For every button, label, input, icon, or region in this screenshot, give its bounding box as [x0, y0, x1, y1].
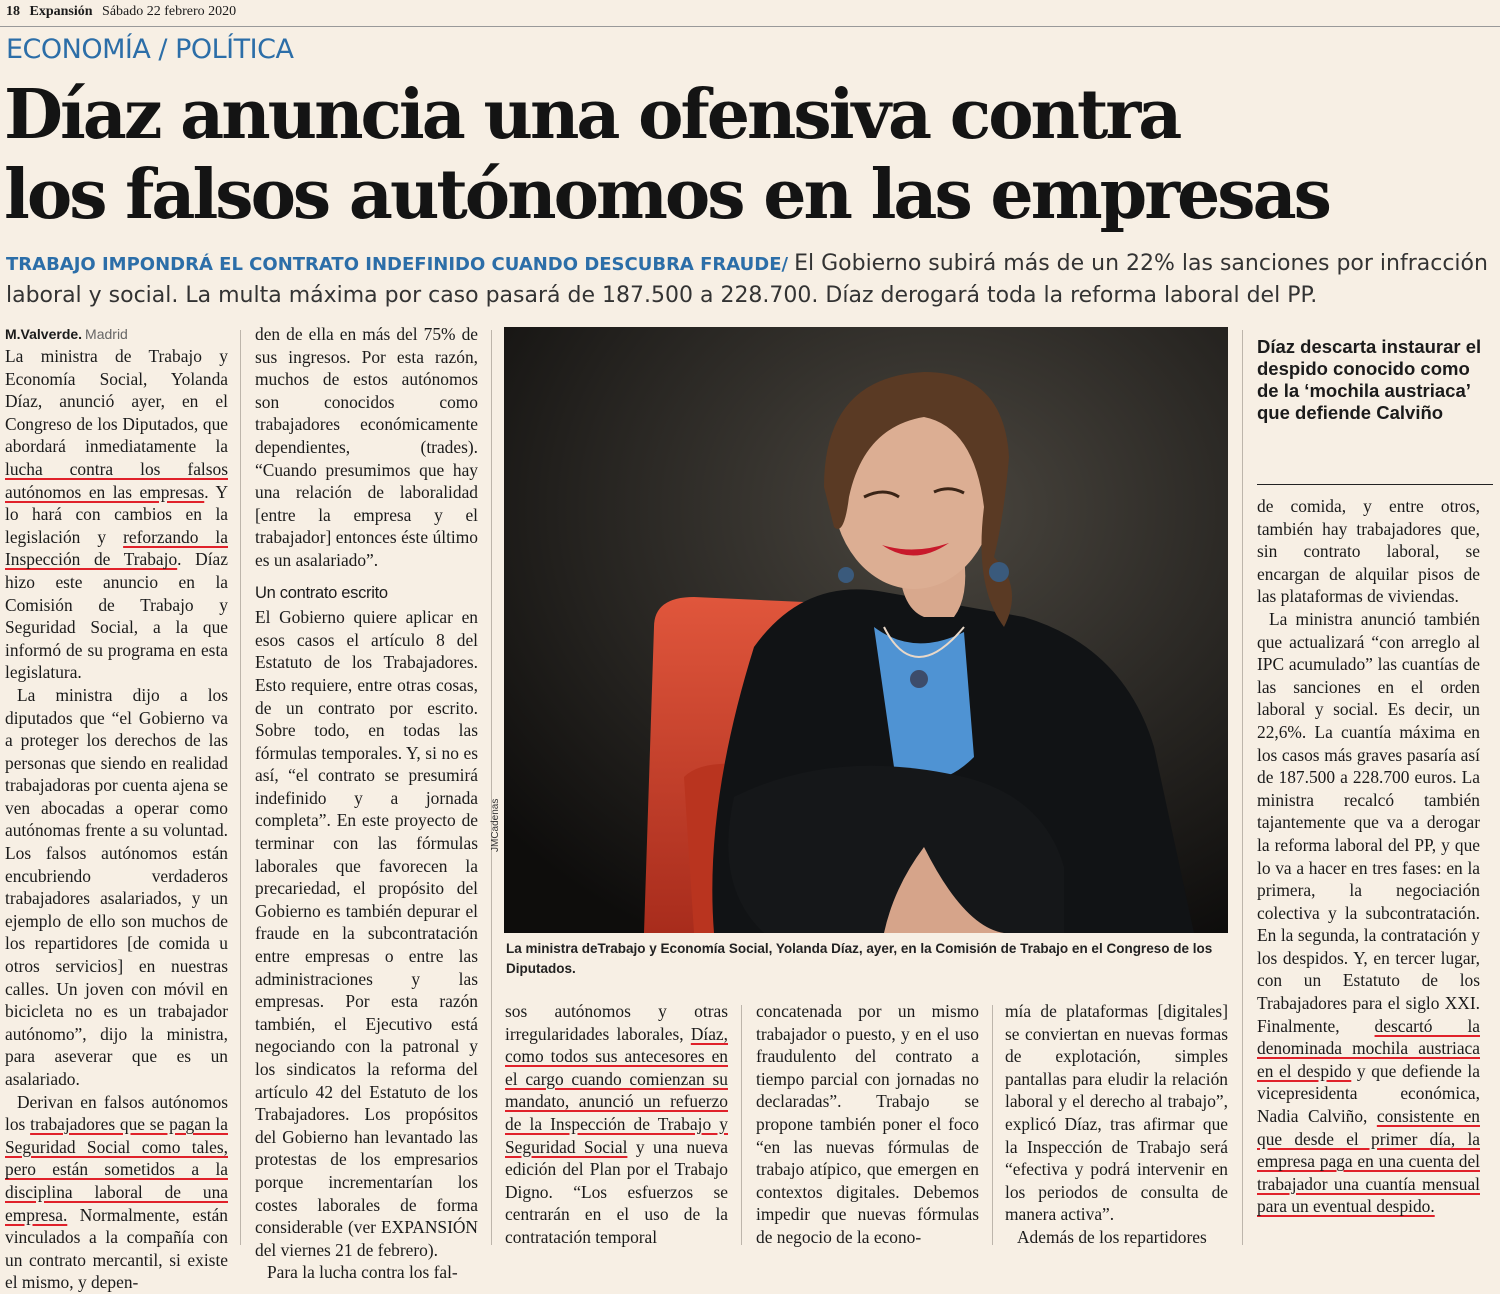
article-column-2 — [255, 323, 478, 1283]
column-divider — [1242, 330, 1243, 1245]
paragraph: La ministra anunció también que actualizará “con arreglo al IPC acumulado” las cuantías de las sanciones en el orden laboral y social. Es decir, un 22,6%. La cuantía máxima en los casos más graves pasaría así de 187.500 a 228.700 euros. La ministra recalcó también tajantemente que va a derogar la reforma laboral del PP, y que lo va a hacer en tres fases: en la primera, la negociación colectiva y la subcontratación. En la segunda, la contratación y los despidos. Y, en tercer lugar, con un Estatuto de los Trabajadores para el siglo XXI. Finalmente, descartó la denominada mochila austriaca en el despido y que defiende la vicepresidenta económica, Nadia Calviño, consistente en que desde el primer día, la empresa paga en una cuenta del trabajador una cuantía mensual para un eventual despido. — [1257, 608, 1480, 1217]
page-number: 18 — [6, 4, 20, 19]
paragraph: Derivan en falsos autónomos los trabajadores que se pagan la Seguridad Social como tales, pero están sometidos a la disciplina laboral de una empresa. Normalmente, están vinculados a la compañía con un contrato mercantil, si existe el mismo, y depen- — [5, 1091, 228, 1293]
section-label: ECONOMÍA / POLÍTICA — [6, 34, 294, 65]
paragraph: concatenada por un mismo trabajador o puesto, y en el uso fraudulento del contrato a tiempo parcial con jornadas no declaradas”. Trabajo se propone también poner el foco “en las nuevas fórmulas de trabajo atípico, que emergen en contextos digitales. Debemos impedir que nuevas fórmulas de negocio de la econo- — [756, 1001, 979, 1247]
headline-line-2: los falsos autónomos en las empresas — [4, 155, 1329, 235]
column-divider — [741, 1005, 742, 1245]
subheading: Un contrato escrito — [255, 583, 388, 602]
issue-date: Sábado 22 febrero 2020 — [102, 4, 237, 19]
portrait-illustration — [504, 327, 1228, 933]
article-column-3 — [505, 1000, 728, 1245]
sidebar-column — [1257, 495, 1480, 1245]
byline-place: Madrid — [85, 326, 128, 342]
paragraph: La ministra dijo a los diputados que “el Gobierno va a proteger los derechos de las personas que siendo en realidad trabajadoras por cuenta ajena se ven abocadas a operar como autónomas frente a su voluntad. Los falsos autónomos están encubriendo verdaderos trabajadores asalariados, y un ejemplo de ello son muchos de los repartidores [de comida u otros servicios] en nuestras calles. Un joven con móvil en bicicleta no es un trabajador autónomo”, dijo la ministra, para aseverar que es un asalariado. — [5, 684, 228, 1089]
sidebar-heading: Díaz descarta instaurar el despido conocido como de la ‘mochila austriaca’ que defiende Calviño — [1257, 336, 1482, 423]
paragraph: Para la lucha contra los fal- — [267, 1262, 458, 1283]
top-rule — [0, 26, 1500, 27]
paragraph: mía de plataformas [digitales] se conviertan en nuevas formas de explotación, simples pantallas para eludir la relación laboral y el derecho al trabajo”, explicó Díaz, tras afirmar que la Inspección de Trabajo será “efectiva y podrá intervenir en los periodos de consulta de manera activa”. — [1005, 1001, 1228, 1225]
subheadline-text: El Gobierno subirá más de un 22% las sanciones por infracción laboral y social. La multa máxima por caso pasará de 187.500 a 228.700. Díaz derogará toda la reforma laboral del PP. — [6, 251, 1488, 308]
paragraph: El Gobierno quiere aplicar en esos casos el artículo 8 del Estatuto de los Trabajadores. Esto requiere, entre otras cosas, de un contrato por escrito. Sobre todo, en todas las fórmulas temporales. Y, si no es así, “el contrato se presumirá indefinido y a jornada completa”. En este proyecto de terminar con las fórmulas laborales que favorecen la precariedad, el propósito del Gobierno es también depurar el fraude en la subcontratación entre empresas o entre las administraciones y las empresas. Por esta razón también, el Ejecutivo está negociando con la patronal y los sindicatos la reforma del artículo 42 del Estatuto de los Trabajadores. Los propósitos del Gobierno han levantado las protestas de los empresarios porque incrementarían los costes laborales de forma considerable (ver EXPANSIÓN del viernes 21 de febrero). — [255, 607, 478, 1260]
headline-line-1: Díaz anuncia una ofensiva contra — [4, 75, 1180, 155]
paragraph: den de ella en más del 75% de sus ingresos. Por esta razón, muchos de estos autónomos son conocidos como trabajadores económicamente dependientes, (trades). “Cuando presumimos que hay una relación de laboralidad [entre la empresa y el trabajador] entonces éste último es un asalariado”. — [255, 324, 478, 570]
byline — [5, 326, 128, 342]
highlight-underline: reforzando la Inspección de Trabajo — [5, 526, 228, 570]
photo-yolanda-diaz — [504, 327, 1228, 933]
highlight-underline: lucha contra los falsos autónomos en las empresas — [5, 458, 228, 502]
column-divider — [491, 330, 492, 1245]
subheadline — [6, 248, 1496, 311]
sidebar-rule — [1257, 484, 1493, 485]
author: M.Valverde. — [5, 326, 83, 342]
subheadline-lead: TRABAJO IMPONDRÁ EL CONTRATO INDEFINIDO CUANDO DESCUBRA FRAUDE/ — [6, 254, 789, 275]
photo-caption: La ministra deTrabajo y Economía Social, Yolanda Díaz, ayer, en la Comisión de Trabajo en el Congreso de los Diputados. — [506, 941, 1213, 976]
publication-name: Expansión — [29, 4, 93, 19]
article-column-5 — [1005, 1000, 1228, 1245]
column-divider — [240, 330, 241, 1245]
highlight-underline: descartó la denominada mochila austriaca en el despido — [1257, 1015, 1480, 1081]
column-divider — [992, 1005, 993, 1245]
paragraph: sos autónomos y otras irregularidades laborales, Díaz, como todos sus antecesores en el cargo cuando comienzan su mandato, anunció un refuerzo de la Inspección de Trabajo y Seguridad Social y una nueva edición del Plan por el Trabajo Digno. “Los esfuerzos se centrarán en el uso de la contratación temporal — [505, 1001, 728, 1247]
paragraph: La ministra de Trabajo y Economía Social, Yolanda Díaz, anunció ayer, en el Congreso de los Diputados, que abordará inmediatamente la lucha contra los falsos autónomos en las empresas. Y lo hará con cambios en la legislación y reforzando la Inspección de Trabajo. Díaz hizo este anuncio en la Comisión de Trabajo y Seguridad Social, a la que informó de su programa en esta legislatura. — [5, 346, 229, 683]
photo-credit: JMCadenas — [490, 798, 501, 852]
highlight-underline: trabajadores que se pagan la Seguridad Social como tales, pero están sometidos a la disciplina laboral de una empresa. — [5, 1114, 228, 1225]
highlight-underline: consistente en que desde el primer día, la empresa paga en una cuenta del trabajador una cuantía mensual para un eventual despido. — [1257, 1106, 1480, 1217]
paragraph: de comida, y entre otros, también hay trabajadores que, sin contrato laboral, se encargan de alquilar pisos de las plataformas de viviendas. — [1257, 496, 1480, 607]
article-column-4 — [756, 1000, 979, 1245]
article-column-1 — [5, 345, 229, 1293]
masthead — [6, 4, 236, 20]
highlight-underline: Díaz, como todos sus antecesores en el cargo cuando comienzan su mandato, anunció un refuerzo de la Inspección de Trabajo y Seguridad Social — [505, 1023, 728, 1157]
paragraph: Además de los repartidores — [1017, 1226, 1207, 1247]
